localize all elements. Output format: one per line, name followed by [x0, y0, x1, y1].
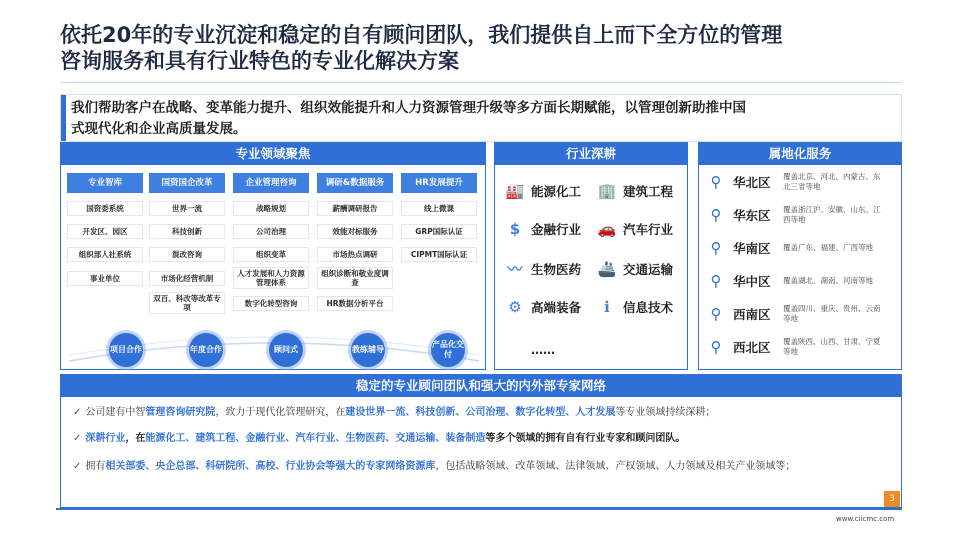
domain-item: CIPMT国际认证	[401, 247, 477, 262]
intro-line2: 式现代化和企业高质量发展。	[71, 121, 247, 137]
bubble-productized: 产品化交付	[431, 333, 465, 367]
domain-item: 市场化经营机制	[149, 271, 225, 286]
tab-research-data: 调研&数据服务	[317, 173, 393, 193]
domains-panel	[60, 142, 486, 370]
bubble-annual: 年度合作	[189, 333, 223, 367]
intro-accent-bar	[61, 95, 66, 141]
industry-equipment: ⚙ 高端装备	[505, 297, 581, 317]
region-south: ⚲ 华南区 覆盖广东、福建、广西等地	[707, 233, 897, 263]
location-pin-icon: ⚲	[710, 173, 722, 191]
bubble-project: 项目合作	[109, 333, 143, 367]
regions-panel	[698, 142, 902, 370]
domain-item: 双百、科改等改革专项	[149, 292, 225, 314]
bubble-advisory: 顾问式	[269, 333, 303, 367]
industry-it: ℹ 信息技术	[597, 297, 673, 317]
intro-text	[71, 98, 891, 140]
domain-item: 混改咨询	[149, 247, 225, 262]
tab-soe-reform: 国资国企改革	[149, 173, 225, 193]
check-icon: ✓	[73, 407, 82, 418]
industry-energy: 🏭 能源化工	[505, 182, 582, 200]
domain-item: 科技创新	[149, 224, 225, 239]
footer-url: www.ciicmc.com	[836, 515, 895, 523]
intro-box	[60, 94, 902, 142]
domain-item: 组织变革	[233, 247, 309, 262]
industry-finance: $ 金融行业	[505, 219, 581, 239]
industry-construction: 🏢 建筑工程	[597, 182, 674, 200]
info-icon: ℹ	[604, 298, 610, 316]
money-icon: $	[509, 220, 521, 238]
location-pin-icon: ⚲	[710, 272, 722, 290]
regions-header: 属地化服务	[699, 143, 901, 165]
location-pin-icon: ⚲	[710, 239, 722, 257]
domain-item: 世界一流	[149, 201, 225, 216]
region-northwest: ⚲ 西北区 覆盖陕西、山西、甘肃、宁夏等地	[707, 332, 897, 362]
domain-item: 公司治理	[233, 224, 309, 239]
domains-header: 专业领域聚焦	[61, 143, 485, 165]
tab-management-consulting: 企业管理咨询	[233, 173, 309, 193]
industry-transport: 🚢 交通运输	[597, 260, 674, 278]
car-icon: 🚗	[597, 220, 617, 238]
domain-item: 事业单位	[67, 271, 143, 286]
factory-icon: 🏭	[505, 182, 525, 200]
location-pin-icon: ⚲	[710, 206, 722, 224]
network-line-1: ✓ 公司建有中智管理咨询研究院，致力于现代化管理研究，在建设世界一流、科技创新、公司治理、数字化转型、人才发展等专业领域持续深耕；	[73, 407, 716, 418]
ship-icon: 🚢	[597, 260, 617, 278]
network-header: 稳定的专业顾问团队和强大的内外部专家网络	[61, 375, 901, 397]
check-icon: ✓	[73, 433, 82, 444]
industry-biomed: 〰 生物医药	[505, 259, 581, 279]
domain-item: 人才发展和人力资源管理体系	[233, 267, 309, 289]
building-icon: 🏢	[597, 182, 617, 200]
title-divider	[60, 82, 902, 83]
dna-icon: 〰	[507, 260, 523, 278]
domain-item: 国资委系统	[67, 201, 143, 216]
domain-item: 开发区、园区	[67, 224, 143, 239]
region-north: ⚲ 华北区 覆盖北京、河北、内蒙古、东北三省等地	[707, 167, 897, 197]
region-southwest: ⚲ 西南区 覆盖四川、重庆、贵州、云南等地	[707, 299, 897, 329]
domain-item: 市场热点调研	[317, 247, 393, 262]
domain-item: 线上微课	[401, 201, 477, 216]
domain-item: GRP国际认证	[401, 224, 477, 239]
industries-more: ……	[531, 343, 555, 357]
domain-item: 战略规划	[233, 201, 309, 216]
check-icon: ✓	[73, 461, 82, 472]
footer-divider	[56, 508, 902, 510]
page-title-line1: 依托20年的专业沉淀和稳定的自有顾问团队，我们提供自上而下全方位的管理	[60, 23, 783, 47]
page-title	[60, 22, 920, 74]
domain-item: HR数据分析平台	[317, 296, 393, 311]
region-east: ⚲ 华东区 覆盖浙江沪、安徽、山东、江西等地	[707, 200, 897, 230]
industries-header: 行业深耕	[495, 143, 687, 165]
industry-auto: 🚗 汽车行业	[597, 220, 674, 238]
tab-think-tank: 专业智库	[67, 173, 143, 193]
page-number: 3	[884, 491, 900, 507]
tab-hr-development: HR发展提升	[401, 173, 477, 193]
bubble-coaching: 教练辅导	[351, 333, 385, 367]
domain-item: 组织部人社系统	[67, 247, 143, 262]
domain-item: 薪酬调研报告	[317, 201, 393, 216]
domain-item: 数字化转型咨询	[233, 296, 309, 311]
region-central: ⚲ 华中区 覆盖湖北、湖南、河南等地	[707, 266, 897, 296]
machine-icon: ⚙	[508, 298, 522, 316]
network-line-2: ✓ 深耕行业，在能源化工、建筑工程、金融行业、汽车行业、生物医药、交通运输、装备制造等多个领域的拥有自有行业专家和顾问团队。	[73, 433, 686, 444]
network-line-3: ✓ 拥有相关部委、央企总部、科研院所、高校、行业协会等强大的专家网络资源库，包括战略领域、改革领域、法律领域、产权领域、人力领域及相关产业领域等；	[73, 461, 796, 472]
domain-item: 效能对标服务	[317, 224, 393, 239]
location-pin-icon: ⚲	[710, 338, 722, 356]
domain-item: 组织诊断和敬业度调查	[317, 267, 393, 289]
network-panel	[60, 374, 902, 508]
location-pin-icon: ⚲	[710, 305, 722, 323]
industries-panel	[494, 142, 688, 370]
intro-line1: 我们帮助客户在战略、变革能力提升、组织效能提升和人力资源管理升级等多方面长期赋能，以管理创新助推中国	[71, 100, 746, 116]
page-title-line2: 咨询服务和具有行业特色的专业化解决方案	[60, 49, 459, 73]
